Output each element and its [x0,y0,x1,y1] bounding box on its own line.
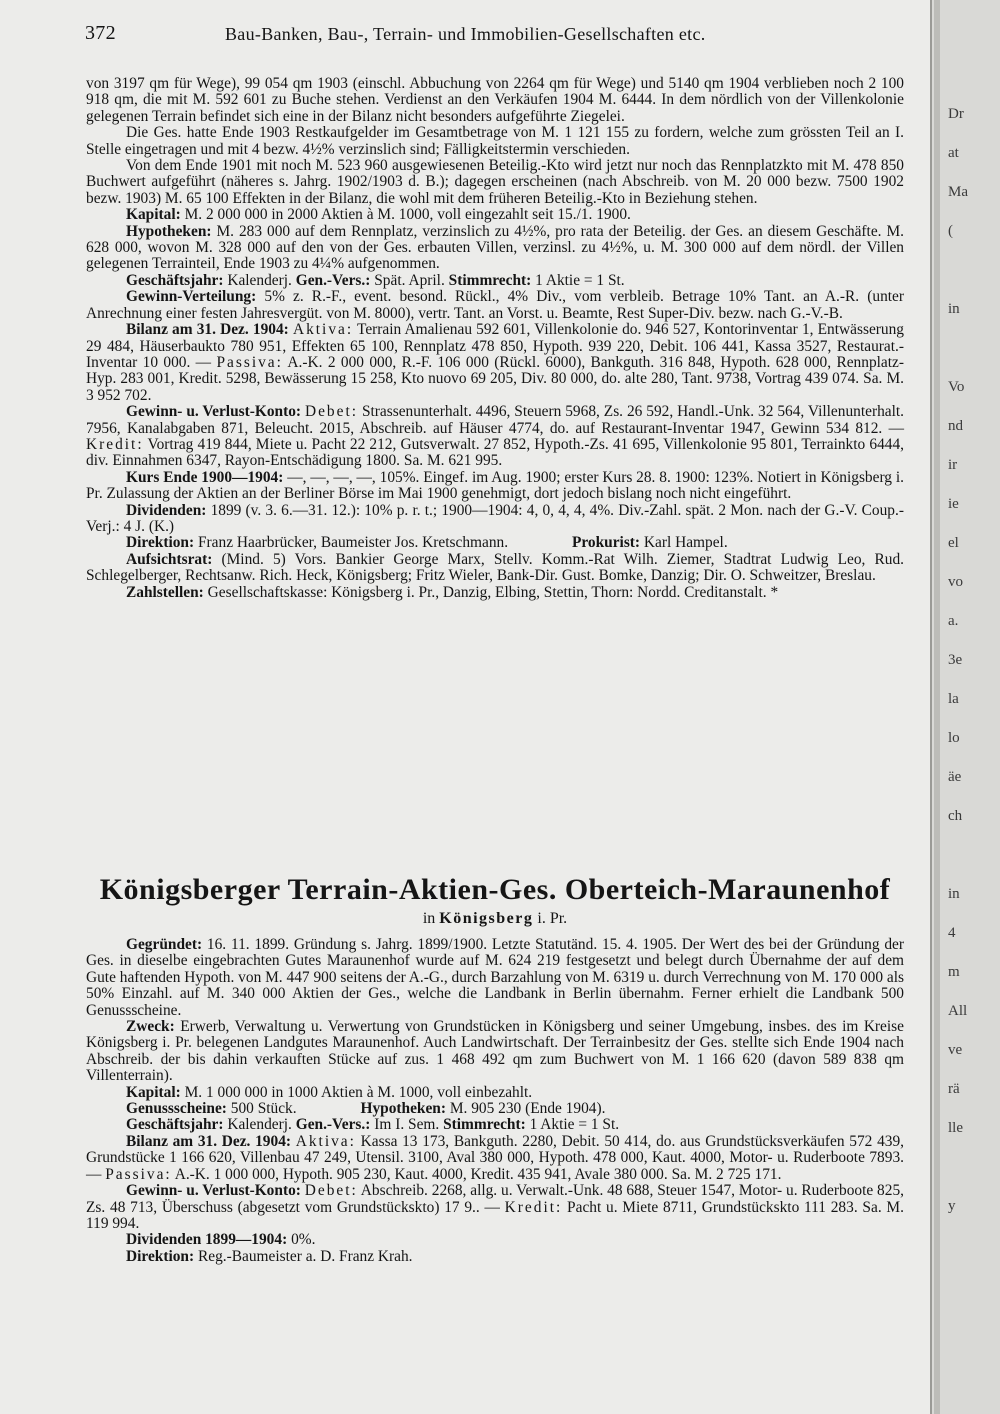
field-label: Geschäftsjahr: [126,1116,224,1134]
field-value: M. 1 000 000 in 1000 Aktien à M. 1000, voll einbezahlt. [184,1083,533,1101]
field-label: Zahlstellen: [126,583,204,601]
field-value: Kalenderj. [227,1116,292,1134]
edge-fragment: ( [948,223,953,239]
aufsichtsrat-entry [86,552,904,585]
geschaeftsjahr-entry [86,273,904,289]
gegruendet-entry [86,937,904,1019]
page-header [85,22,905,52]
edge-fragment [948,329,998,368]
edge-fragment: All [948,1003,968,1019]
field-value: —, —, —, —, 105%. Eingef. im Aug. 1900; erster Kurs 28. 8. 1900: 123%. Notiert in Königsberg i. Pr. Zulassung der Aktien an der Berliner Börse im Mai 1900 genehmigt, dort jedoch bislang noch nicht eingeführt. [86,468,904,503]
field-label: Gen.-Vers.: [295,271,371,289]
field-label: Geschäftsjahr: [126,271,224,289]
passiva-label: Passiva: [105,1165,172,1183]
field-value: Gesellschaftskasse: Königsberg i. Pr., Danzig, Elbing, Stettin, Thorn: Nordd. Creditanstalt. * [207,583,779,601]
field-label: Prokurist: [571,534,641,552]
field-value: Strassenunterhalt. 4496, Steuern 5968, Zs. 26 592, Handl.-Unk. 32 564, Villenunterhalt. 7956, Kanalabgaben 871, Beleucht. 2015, Abschreib. auf Häuser 4774, do. auf Restaurant-Inventar 1947, Gewinn 534 812. — [86,403,905,437]
field-value: 16. 11. 1899. Gründung s. Jahrg. 1899/1900. Letzte Statutänd. 15. 4. 1905. Der Wert des bei der Gründung der Ges. in dieselbe eingebrachten Gutes Maraunenhof wurde auf M. 624 219 festgesetzt und belegt durch Übernahme der auf dem Gute haftenden Hypoth. von M. 447 900 seitens der A.-G., durch Barzahlung von M. 6319 u. durch Verrechnung von M. 170 000 als 50% Einzahl. auf M. 340 000 Aktien der Ges., welche die Landbank in Berlin übernahm. Ferner erhielt die Landbank 500 Genussscheine. [86,936,904,1019]
field-value: (Mind. 5) Vors. Bankier George Marx, Stellv. Komm.-Rat Wilh. Ziemer, Stadtrat Ludwig Leo, Rud. Schlegelberger, Rechtsanw. Rich. Heck, Königsberg; Fritz Wieler, Bank-Dir. Gust. Bomke, Danzig; Dir. O. Schweitzer, Breslau. [86,550,904,585]
field-value: M. 283 000 auf dem Rennplatz, verzinslich zu 4½%, pro rata der Beteilig. der Ges. an diesem Geschäfte. M. 628 000, wovon M. 328 000 auf den von der Ges. erbauten Villen, verzinsl. zu 4½%, u. M. 300 000 auf dem nördl. der Villen gelegenen Terrainteil, Ende 1903 zu 4¼% aufgenommen. [86,222,904,273]
bilanz-entry [86,322,904,404]
field-value: 500 Stück. [230,1100,297,1118]
field-label: Gewinn-Verteilung: [126,288,257,306]
page-fold-shadow [934,0,940,1414]
field-label: Genussscheine: [126,1100,227,1118]
location-suffix: i. Pr. [537,910,568,927]
kapital-entry [86,207,904,223]
edge-fragment: in [948,886,960,902]
edge-fragment: Vo [948,379,965,395]
edge-fragment [948,836,998,875]
field-value: Kalenderj. [227,271,292,289]
field-label: Bilanz am 31. Dez. 1904: [126,1132,292,1150]
location-prefix: in [422,910,436,927]
field-value: Abschreib. 2268, allg. u. Verwalt.-Unk. 48 688, Steuer 1547, Motor- u. Ruderboote 825, Zs. 48 713, Überschuss (abgesetzt vom Grundstückskto) 17 9.. — [86,1182,904,1216]
edge-fragment: ch [948,808,963,824]
company-location [86,910,904,928]
field-value: Erwerb, Verwaltung u. Verwertung von Grundstücken in Königsberg und seiner Umgebung, insbes. des im Kreise Königsberg i. Pr. belegenen Landgutes Maraunenhof. Auch Landwirtschaft. Der Terrainbesitz der Ges. stellte sich Ende 1904 nach Abschreib. der bis dahin verkauften Stücke auf zus. 1 468 492 qm zum Buchwert von M. 1 166 620 (davon 589 838 qm Villenterrain). [86,1018,904,1085]
field-label: Kapital: [126,1083,181,1101]
field-label: Hypotheken: [126,222,212,240]
edge-fragment: vo [948,574,963,590]
field-label: Gegründet: [126,936,203,953]
field-value: Vortrag 419 844, Miete u. Pacht 22 212, Gutsverwalt. 27 852, Hypoth.-Zs. 41 695, Villenkolonie 95 801, Terrainkto 6444, div. Einnahmen 6347, Rayon-Entschädigung 1800. Sa. M. 621 995. [86,435,904,470]
edge-fragment: at [948,145,959,161]
aktiva-label: Aktiva: [292,321,354,339]
field-value: Im I. Sem. [374,1116,440,1134]
field-label: Aufsichtsrat: [126,550,213,568]
page-number: 372 [85,22,116,44]
location-city: Königsberg [439,910,534,927]
field-label: Kurs Ende 1900—1904: [126,468,284,486]
edge-fragment [948,1148,998,1187]
zahlstellen-entry [86,585,904,601]
edge-fragment: a. [948,613,959,629]
edge-fragment: y [948,1198,956,1214]
field-label: Dividenden: [126,501,207,519]
field-label: Direktion: [126,534,195,552]
passiva-label: Passiva: [216,353,283,371]
edge-fragment: ie [948,496,959,512]
running-title: Bau-Banken, Bau-, Terrain- und Immobilien-Gesellschaften etc. [225,24,706,44]
section-1-body [86,76,904,601]
field-label: Direktion: [126,1247,195,1265]
guv-entry [86,404,904,470]
edge-fragment: Dr [948,106,964,122]
field-value: 1 Aktie = 1 St. [529,1116,620,1134]
field-label: Gen.-Vers.: [295,1116,371,1134]
field-value: 1899 (v. 3. 6.—31. 12.): 10% p. r. t.; 1900—1904: 4, 0, 4, 4, 4%. Div.-Zahl. spät. 2 Mon. nach der G.-V. Coup.-Verj.: 4 J. (K.) [86,501,904,535]
guv-entry [86,1183,904,1232]
paragraph: von 3197 qm für Wege), 99 054 qm 1903 (einschl. Abbuchung von 2264 qm für Wege) und 5140 qm 1904 verblieben noch 2 100 918 qm, die mit M. 592 601 zu Buche stehen. Verdienst an den Verkäufen 1904 M. 6444. In dem nördlich von der Villenkolonie gelegenen Terrain befindet sich eine in der Bilanz nicht besonders aufgeführte Ziegelei. [86,75,904,125]
paragraph: Von dem Ende 1901 mit noch M. 523 960 ausgewiesenen Beteilig.-Kto wird jetzt nur noch das Rennplatzkto mit M. 478 850 Buchwert aufgeführt (näheres s. Jahrg. 1902/1903 d. B.); dagegen erscheinen (nach Abschreib. von M. 20 000 bezw. 7500 1902 bezw. 1903) M. 65 100 Effekten in der Bilanz, die wohl mit dem früheren Beteilig.-Kto in Beziehung stehen. [86,157,904,207]
field-value: Terrain Amalienau 592 601, Villenkolonie do. 946 527, Kontorinventar 1, Entwässerung 29 484, Häuserbaukto 780 951, Effekten 65 100, Rennplatz 478 850, Hypoth. 939 220, Debit. 106 441, Kassa 3527, Restaurat.-Inventar 10 000. — [86,321,904,371]
edge-fragment: äe [948,769,962,785]
direktion-entry [86,1249,904,1265]
kredit-label: Kredit: [504,1198,563,1216]
gewinn-verteilung-entry [86,289,904,322]
field-value: A.-K. 2 000 000, R.-F. 106 000 (Rückl. 6000), Bankguth. 316 848, Hypoth. 628 000, Rennplatz-Hyp. 283 001, Kredit. 5298, Bewässerung 15 258, Kto nuovo 69 205, Div. 80 000, do. alte 280, Tant. 9738, Vortrag 439 074. Sa. M. 3 952 702. [86,353,904,404]
dividenden-entry [86,1232,904,1248]
kredit-label: Kredit: [86,435,144,453]
edge-fragment: Ma [948,184,968,200]
field-value: Karl Hampel. [643,534,728,552]
field-value: Spät. April. [374,271,445,289]
edge-fragment: lle [948,1120,963,1136]
geschaeftsjahr-entry [86,1117,904,1133]
field-value: Franz Haarbrücker, Baumeister Jos. Kretschmann. [197,534,509,552]
field-value: A.-K. 1 000 000, Hypoth. 905 230, Kaut. 4000, Kredit. 435 941, Avale 380 000. Sa. M. 2 725 171. [174,1165,782,1183]
edge-fragment: la [948,691,959,707]
field-label: Stimmrecht: [443,1116,526,1134]
edge-fragment: el [948,535,959,551]
edge-fragment: ir [948,457,958,473]
edge-fragment: nd [948,418,963,434]
edge-fragment: in [948,301,960,317]
kapital-entry [86,1085,904,1101]
field-label: Gewinn- u. Verlust-Konto: [126,1182,301,1200]
aktiva-label: Aktiva: [295,1132,356,1150]
adjacent-page-text [948,95,998,1226]
field-label: Zweck: [126,1018,175,1036]
direktion-entry [86,535,904,551]
field-value: 0%. [291,1231,316,1249]
field-label: Gewinn- u. Verlust-Konto: [126,403,302,421]
field-label: Kapital: [126,206,181,224]
edge-fragment: lo [948,730,960,746]
dividenden-entry [86,503,904,536]
hypotheken-entry [86,224,904,273]
kurs-entry [86,470,904,503]
field-value: 5% z. R.-F., event. besond. Rückl., 4% Div., vom verbleib. Betrage 10% Tant. an A.-R. (unter Anrechnung einer festen Jahresvergüt. von M. 8000), vertr. Tant. an Vorst. u. Beamte, Rest Super-Div. bezw. nach G.-V.-B. [86,288,904,322]
field-label: Stimmrecht: [448,271,532,289]
section-2-body [86,937,904,1265]
edge-fragment: 4 [948,925,956,941]
edge-fragment: ve [948,1042,963,1058]
bilanz-entry [86,1134,904,1183]
field-value: Reg.-Baumeister a. D. Franz Krah. [197,1247,413,1265]
company-title: Königsberger Terrain-Aktien-Ges. Oberteich-Maraunenhof [99,873,891,906]
zweck-entry [86,1019,904,1085]
field-value: M. 905 230 (Ende 1904). [449,1100,606,1118]
genussscheine-entry [86,1101,904,1117]
debet-label: Debet: [304,1182,358,1200]
field-label: Bilanz am 31. Dez. 1904: [126,321,289,339]
field-value: M. 2 000 000 in 2000 Aktien à M. 1000, voll eingezahlt seit 15./1. 1900. [184,206,631,224]
field-label: Dividenden 1899—1904: [126,1231,288,1249]
field-label: Hypotheken: [360,1100,446,1118]
field-value: 1 Aktie = 1 St. [535,271,625,289]
debet-label: Debet: [304,403,359,421]
edge-fragment: 3e [948,652,963,668]
paragraph: Die Ges. hatte Ende 1903 Restkaufgelder im Gesamtbetrage von M. 1 121 155 zu fordern, welche zum grössten Teil an I. Stelle eingetragen und mit 4 bezw. 4½% verzinslich sind; Fälligkeitstermin verschieden. [86,124,904,158]
edge-fragment [948,251,998,290]
edge-fragment: rä [948,1081,960,1097]
edge-fragment: m [948,964,960,980]
field-value: Pacht u. Miete 8711, Grundstückskto 111 283. Sa. M. 119 994. [86,1198,904,1232]
field-value: Kassa 13 173, Bankguth. 2280, Debit. 50 414, do. aus Grundstücksverkäufen 572 439, Grundstücke 1 166 620, Villenbau 47 249, Utensil. 3100, Aval 380 000, Hypoth. 478 000, Kaut. 4000, Motor- u. Ruderboote 7893. — [86,1132,904,1183]
